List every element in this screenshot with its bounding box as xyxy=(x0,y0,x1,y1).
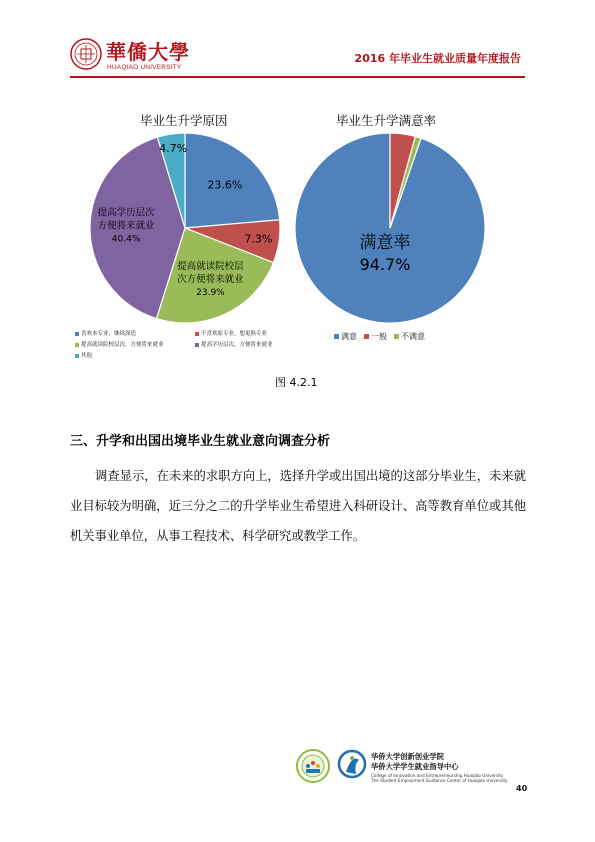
pie1-slice-value-0: 23.6% xyxy=(207,178,243,192)
university-seal-icon xyxy=(70,38,102,70)
footer-org-english-1: College of Innovation and Entrepreneurship,Huaqiao University xyxy=(371,773,504,778)
legend1-item-2 xyxy=(75,340,164,348)
legend1-swatch-0 xyxy=(75,332,79,336)
legend1-swatch-4 xyxy=(75,354,79,358)
legend1-label-4: 其他 xyxy=(81,353,93,359)
pie2-center-label: 满意率 xyxy=(359,233,411,253)
legend1-swatch-3 xyxy=(195,343,199,347)
university-logo-english: HUAQIAO UNIVERSITY xyxy=(107,64,182,71)
legend1-label-3: 提高学历层次，方便将来就业 xyxy=(201,342,273,348)
pie1-slice-label-3-a: 提高学历层次 xyxy=(97,207,155,219)
chart2-legend xyxy=(334,331,432,342)
legend2-swatch-1 xyxy=(364,334,369,339)
legend2-item-2 xyxy=(394,331,425,342)
pie1-slice-value-4: 4.7% xyxy=(159,142,188,156)
page-number: 40 xyxy=(516,784,528,793)
header-divider xyxy=(70,76,525,78)
pie-chart-upgrade-reasons xyxy=(75,130,295,330)
pie1-slice-label-3-b: 方便将来就业 xyxy=(97,220,155,232)
innovation-college-logo-icon xyxy=(295,748,331,784)
legend1-item-3 xyxy=(195,340,273,348)
report-title: 2016 年毕业生就业质量年度报告 xyxy=(354,52,521,65)
university-logo-text: 華僑大學 xyxy=(106,40,190,64)
body-paragraph: 调查显示，在未来的求职方向上，选择升学或出国出境的这部分毕业生，未来就业目标较为明确，近三分之二的升学毕业生希望进入科研设计、高等教育单位或其他机关事业单位，从事工程技术、科学研究或教学工作。 xyxy=(70,469,526,543)
legend2-label-2: 不满意 xyxy=(401,332,425,341)
legend1-label-2: 提高就读院校层次，方便将来就业 xyxy=(81,342,164,348)
pie2-center-value: 94.7% xyxy=(359,255,411,274)
pie1-slice-label-2-b: 次方便将来就业 xyxy=(177,274,244,286)
legend2-item-1 xyxy=(364,331,387,342)
footer-org-name-2: 华侨大学学生就业指导中心 xyxy=(371,762,459,771)
page-header xyxy=(0,0,595,90)
legend1-swatch-1 xyxy=(195,332,199,336)
legend2-swatch-2 xyxy=(394,334,399,339)
pie1-slice-label-2-a: 提高就读院校层 xyxy=(177,261,244,273)
legend1-item-1 xyxy=(195,329,267,337)
legend2-item-0 xyxy=(334,331,357,342)
footer-org-name-1: 华侨大学创新创业学院 xyxy=(371,752,444,761)
footer-org-english-2: The Student Employment Guidance Center of Huaqiao University xyxy=(371,778,508,783)
legend1-label-0: 喜欢本专业，继续深造 xyxy=(81,331,137,337)
legend1-label-1: 不喜欢原专业，想更换专业 xyxy=(201,331,268,337)
section-heading: 三、升学和出国出境毕业生就业意向调查分析 xyxy=(70,434,331,449)
legend2-label-1: 一般 xyxy=(371,332,387,341)
figure-caption: 图 4.2.1 xyxy=(275,376,318,389)
legend1-swatch-2 xyxy=(75,343,79,347)
pie1-slice-value-2: 23.9% xyxy=(196,288,225,299)
legend1-item-0 xyxy=(75,329,136,337)
pie1-slice-value-1: 7.3% xyxy=(244,232,273,246)
employment-center-logo-icon xyxy=(337,748,367,784)
legend1-item-4 xyxy=(75,351,92,359)
legend2-swatch-0 xyxy=(334,334,339,339)
chart2-title: 毕业生升学满意率 xyxy=(336,113,437,128)
pie-chart-satisfaction xyxy=(290,130,490,330)
legend2-label-0: 满意 xyxy=(341,332,357,341)
pie1-slice-value-3: 40.4% xyxy=(111,234,141,245)
chart1-title: 毕业生升学原因 xyxy=(140,113,228,128)
